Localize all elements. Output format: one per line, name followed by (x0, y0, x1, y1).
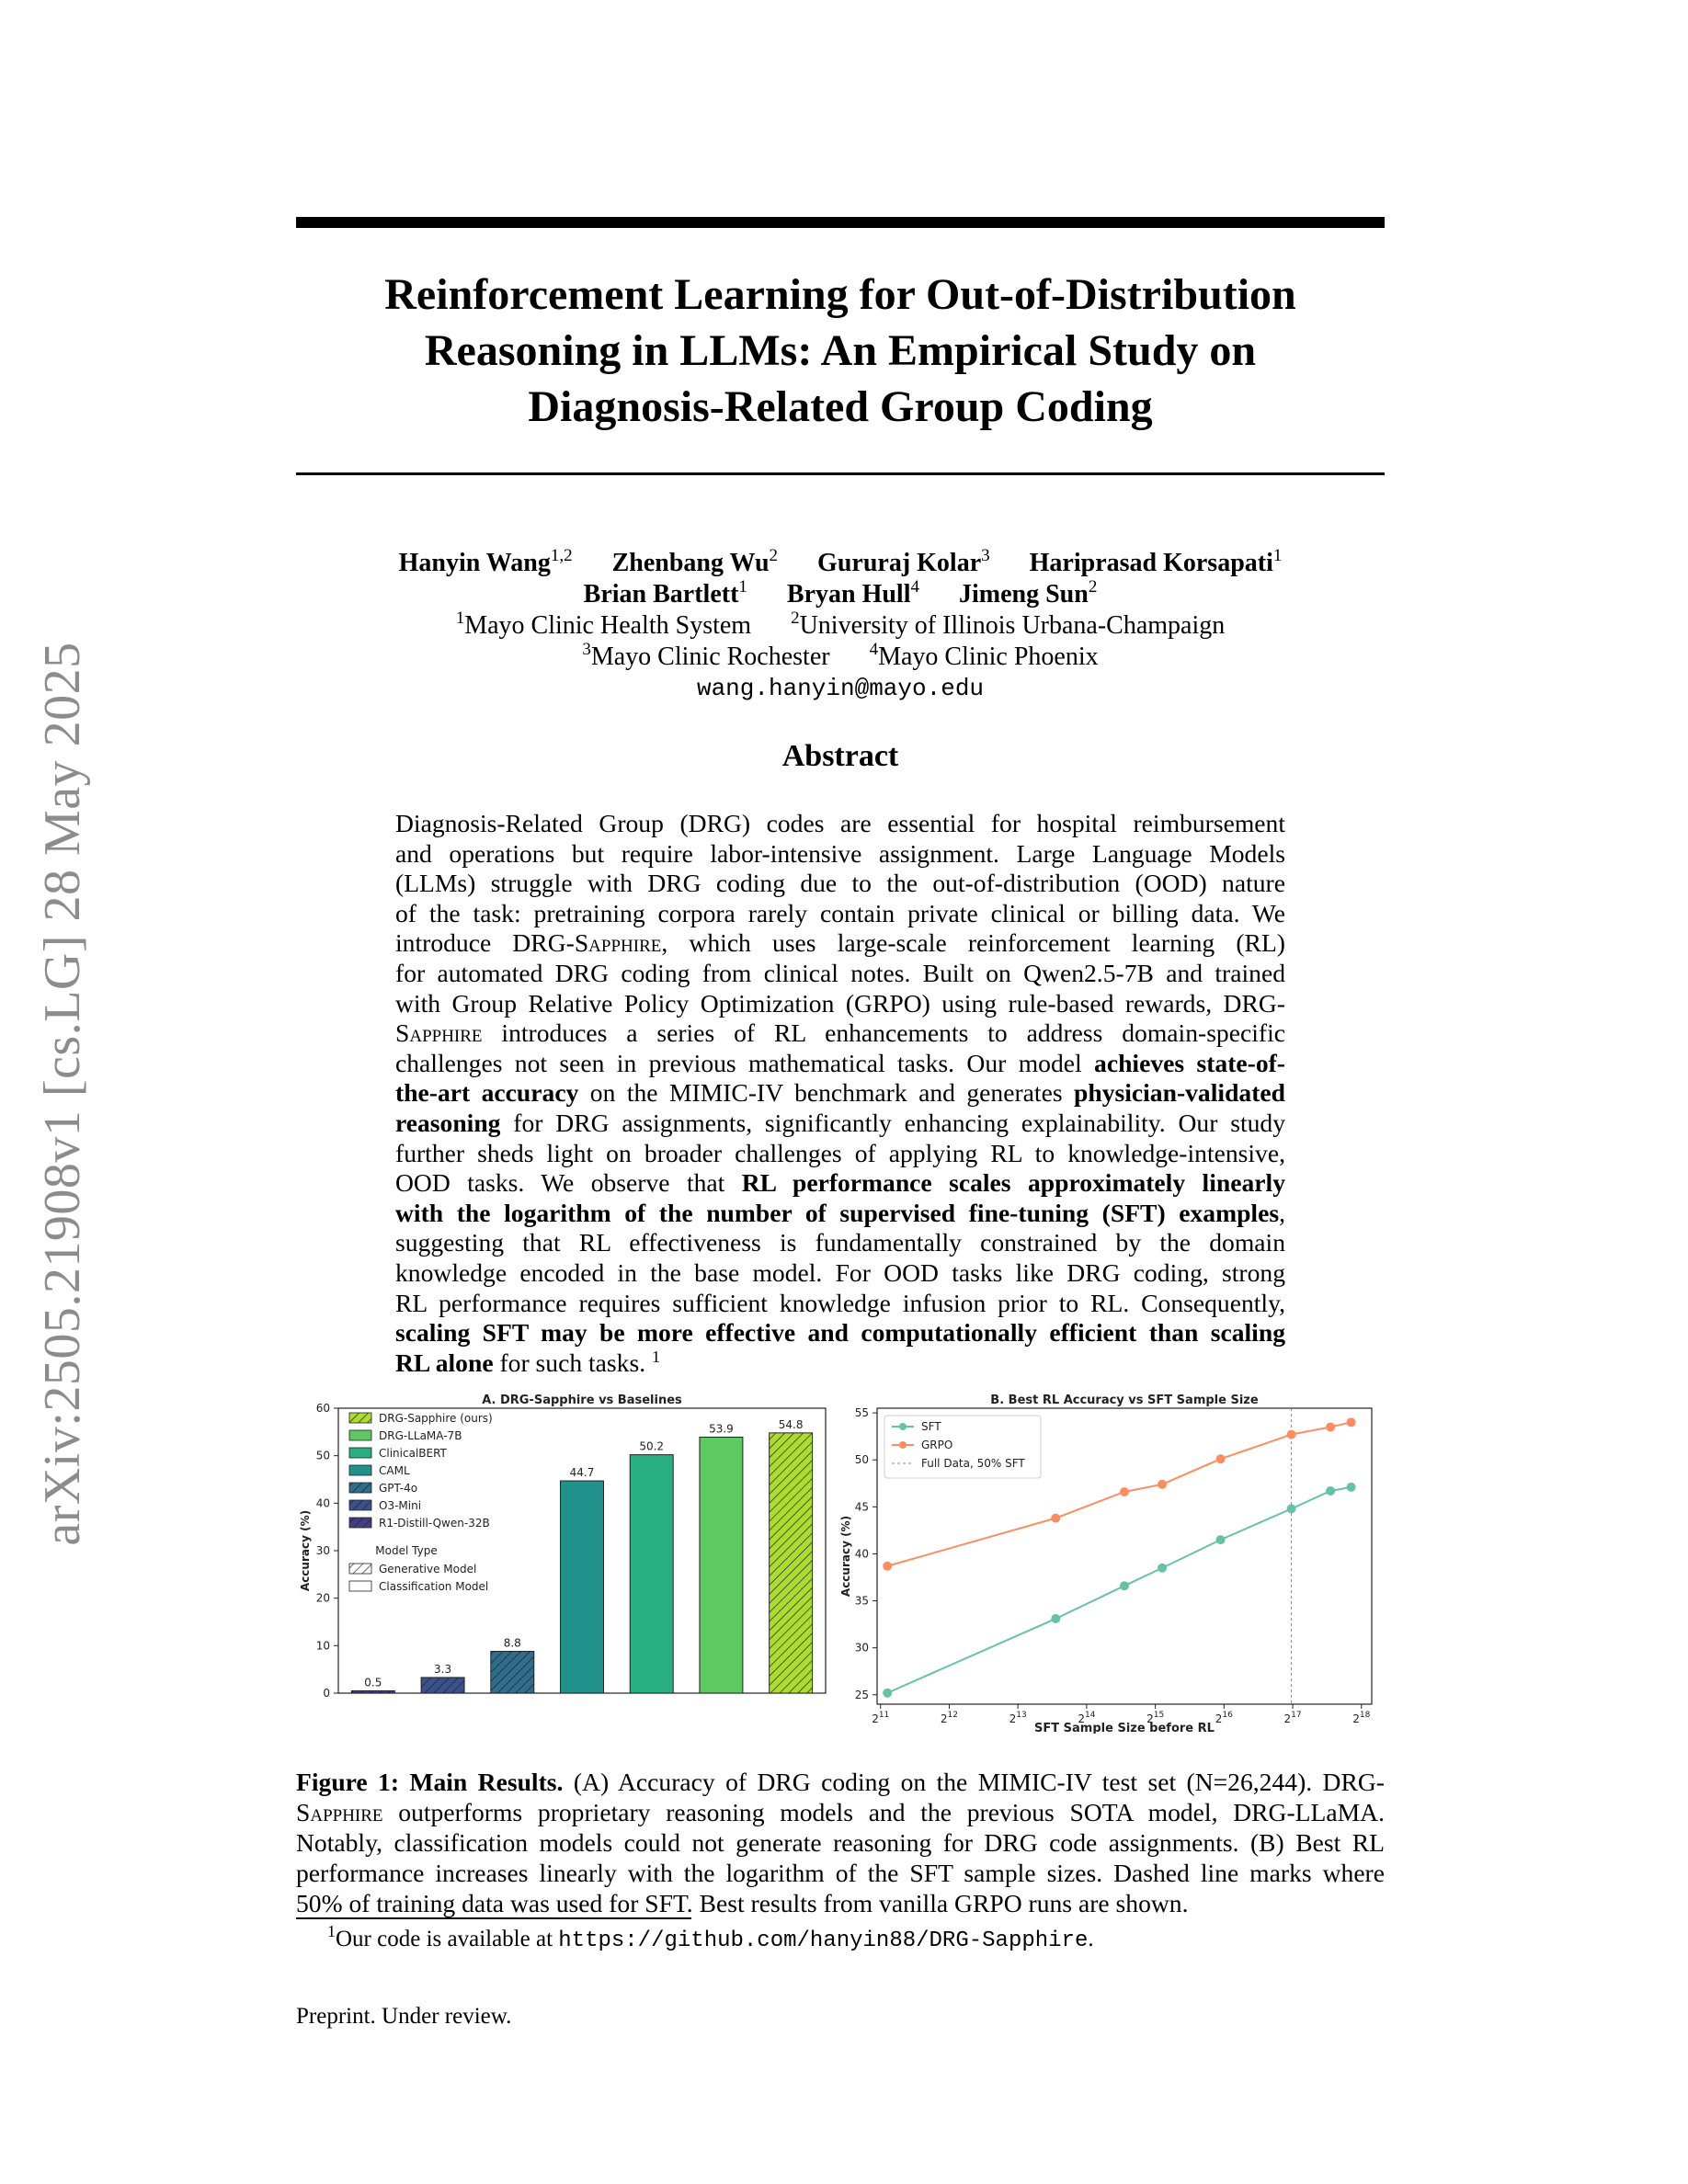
affiliation-number: 2 (791, 609, 800, 628)
author-block (296, 548, 1385, 704)
figure-caption (296, 1767, 1385, 1918)
author-affiliation-mark: 4 (910, 577, 919, 597)
legend-label: Generative Model (379, 1563, 477, 1575)
bar-hatch (770, 1433, 813, 1693)
author-affiliation-mark: 1,2 (550, 546, 573, 565)
legend-label: DRG-Sapphire (ours) (379, 1412, 493, 1425)
bar-value-label: 0.5 (364, 1676, 382, 1689)
title-line: Reasoning in LLMs: An Empirical Study on (424, 326, 1257, 375)
y-tick-label: 30 (315, 1544, 330, 1557)
x-axis-label: SFT Sample Size before RL (1034, 1722, 1215, 1734)
footnote-end: . (1088, 1927, 1094, 1951)
y-tick-label: 50 (315, 1449, 330, 1462)
series-point-grpo (1287, 1430, 1296, 1439)
author-name: Hanyin Wang (398, 549, 551, 577)
text-run: on the MIMIC-IV benchmark and generates (578, 1078, 1074, 1108)
footnote-marker: 1 (652, 1347, 660, 1366)
text-run: , (1279, 1198, 1285, 1227)
legend-title: Model Type (375, 1544, 438, 1557)
text-run: suggesting that RL effectiveness is fundamentally constrained by the domain (395, 1228, 1285, 1257)
series-point-sft (1216, 1535, 1226, 1544)
text-run: outperforms proprietary reasoning models and the previous SOTA model, DRG-LLaMA. (382, 1798, 1385, 1826)
text-run: Sapphire (395, 1018, 483, 1048)
author-name: Gururaj Kolar (817, 549, 982, 577)
legend-swatch (349, 1465, 371, 1475)
bar-value-label: 44.7 (569, 1466, 595, 1480)
text-line (395, 1109, 1285, 1139)
series-point-grpo (883, 1562, 892, 1571)
bar (700, 1438, 743, 1693)
x-tick-exponent: 15 (1153, 1711, 1165, 1720)
legend-label: O3-Mini (379, 1499, 422, 1512)
author-affiliation-mark: 2 (1088, 577, 1098, 597)
legend-label: Full Data, 50% SFT (921, 1457, 1025, 1470)
bar-chart-svg (296, 1393, 837, 1715)
text-line (395, 1289, 1285, 1319)
abstract-body (395, 809, 1285, 1378)
text-run: 50% of training data was used for SFT. Best results from vanilla GRPO runs are shown. (296, 1889, 1189, 1917)
series-point-grpo (1158, 1480, 1167, 1489)
legend-swatch (349, 1581, 371, 1591)
text-line (395, 839, 1285, 870)
bar-value-label: 8.8 (503, 1636, 521, 1650)
x-tick-exponent: 17 (1291, 1711, 1302, 1720)
x-tick-exponent: 16 (1222, 1711, 1233, 1720)
bar-value-label: 53.9 (709, 1422, 734, 1436)
y-tick-label: 40 (854, 1547, 869, 1561)
text-run: achieves state-of- (1094, 1048, 1285, 1077)
text-line (296, 1827, 1385, 1858)
arxiv-stamp (26, 597, 99, 1590)
text-run: RL performance requires sufficient knowledge infusion prior to RL. Consequently, (395, 1288, 1285, 1317)
series-line-sft (887, 1487, 1351, 1693)
text-line (296, 1888, 1385, 1918)
author-name: Jimeng Sun (959, 580, 1089, 609)
author-affiliation-mark: 1 (738, 577, 747, 597)
text-line (395, 1258, 1285, 1289)
code-repository-link[interactable]: https://github.com/hanyin88/DRG-Sapphire (558, 1928, 1089, 1953)
footnote-number: 1 (327, 1922, 336, 1940)
x-tick-exponent: 11 (878, 1711, 890, 1720)
text-run: with the logarithm of the number of supervised fine-tuning (SFT) examples (395, 1198, 1280, 1227)
text-run: for automated DRG coding from clinical notes. Built on Qwen2.5-7B and trained (395, 958, 1285, 987)
text-run: scaling SFT may be more effective and computationally efficient than scaling (395, 1318, 1285, 1348)
preprint-note: Preprint. Under review. (296, 2004, 512, 2029)
y-tick-label: 55 (854, 1406, 869, 1420)
text-line (296, 1767, 1385, 1797)
y-axis-label: Accuracy (%) (839, 1515, 852, 1598)
legend-swatch (349, 1448, 371, 1458)
text-line (395, 989, 1285, 1019)
series-point-sft (1347, 1483, 1356, 1492)
text-line (395, 1348, 1285, 1379)
text-run: introduce DRG- (395, 928, 575, 958)
y-tick-label: 45 (854, 1500, 869, 1514)
text-run: (A) Accuracy of DRG coding on the MIMIC-IV test set (N=26,244). DRG- (563, 1768, 1385, 1796)
affiliation-number: 3 (582, 640, 591, 659)
legend-label: GPT-4o (379, 1482, 418, 1495)
text-run: reasoning (395, 1108, 501, 1137)
author-row (296, 548, 1385, 579)
bar-value-label: 54.8 (778, 1417, 804, 1431)
x-tick-label: $2^{15}$ (1146, 1711, 1165, 1725)
legend-marker (899, 1441, 907, 1449)
y-tick-label: 30 (854, 1641, 869, 1655)
text-run: challenges not seen in previous mathematical tasks. Our model (395, 1048, 1095, 1077)
author-row (296, 579, 1385, 610)
chart-title: B. Best RL Accuracy vs SFT Sample Size (990, 1393, 1259, 1407)
series-point-grpo (1120, 1487, 1129, 1496)
legend-label: DRG-LLaMA-7B (379, 1429, 462, 1442)
legend-label: GRPO (921, 1439, 953, 1451)
author-name: Hariprasad Korsapati (1029, 549, 1273, 577)
affiliation-name: Mayo Clinic Phoenix (878, 643, 1099, 671)
footnote-text: Our code is available at (336, 1927, 559, 1951)
text-run: performance increases linearly with the logarithm of the SFT sample sizes. Dashed line marks where (296, 1859, 1385, 1887)
y-axis-label: Accuracy (%) (299, 1509, 312, 1592)
text-line (395, 809, 1285, 839)
text-run: OOD tasks. We observe that (395, 1168, 742, 1198)
y-tick-label: 10 (315, 1639, 330, 1653)
x-tick-exponent: 12 (947, 1711, 959, 1720)
y-tick-label: 25 (854, 1688, 869, 1701)
y-tick-label: 20 (315, 1591, 330, 1605)
affiliation-row (296, 610, 1385, 642)
text-run: RL alone (395, 1348, 494, 1377)
text-run: RL performance scales approximately linearly (741, 1168, 1285, 1198)
series-point-sft (1120, 1581, 1129, 1590)
text-line (395, 1228, 1285, 1258)
title-top-rule (296, 217, 1385, 228)
text-run: introduces a series of RL enhancements to address domain-specific (482, 1018, 1285, 1048)
series-point-sft (883, 1689, 892, 1698)
text-run: with Group Relative Policy Optimization (GRPO) using rule-based rewards, DRG- (395, 988, 1285, 1018)
text-run: for DRG assignments, significantly enhancing explainability. Our study (500, 1108, 1285, 1137)
x-tick-label: $2^{16}$ (1215, 1711, 1233, 1725)
x-tick-label: $2^{12}$ (940, 1711, 959, 1725)
legend-marker (899, 1423, 907, 1430)
bar (561, 1481, 604, 1693)
x-tick-label: $2^{14}$ (1078, 1711, 1096, 1725)
paper-title (296, 267, 1385, 435)
figure-panel-a (296, 1393, 837, 1715)
text-run: for such tasks. (493, 1348, 652, 1377)
y-tick-label: 0 (323, 1687, 330, 1700)
text-run: , which uses large-scale reinforcement learning (RL) (661, 928, 1285, 958)
text-run: physician-validated (1074, 1078, 1285, 1108)
text-line (395, 1049, 1285, 1079)
affiliation-number: 4 (869, 640, 879, 659)
footnote-rule (296, 1917, 691, 1919)
x-tick-exponent: 18 (1359, 1711, 1371, 1720)
x-tick-label: $2^{17}$ (1283, 1711, 1302, 1725)
series-point-sft (1326, 1486, 1335, 1496)
title-line: Diagnosis-Related Group Coding (528, 382, 1153, 431)
series-point-grpo (1347, 1417, 1356, 1427)
series-point-sft (1158, 1564, 1167, 1573)
affiliation-name: Mayo Clinic Rochester (590, 643, 830, 671)
y-tick-label: 35 (854, 1594, 869, 1608)
text-line (395, 1018, 1285, 1049)
title-bottom-rule (296, 472, 1385, 475)
title-line: Reinforcement Learning for Out-of-Distribution (384, 270, 1296, 319)
legend-label: SFT (921, 1420, 941, 1433)
abstract-heading: Abstract (781, 739, 899, 773)
figure-panel-b (837, 1393, 1385, 1734)
text-run: Diagnosis-Related Group (DRG) codes are essential for hospital reimbursement (395, 809, 1285, 837)
text-run: Sapphire (296, 1798, 383, 1826)
affiliation-row (296, 642, 1385, 673)
x-tick-label: $2^{11}$ (872, 1711, 890, 1725)
author-affiliation-mark: 2 (769, 546, 779, 565)
y-tick-label: 50 (854, 1453, 869, 1467)
legend-swatch-hatch (349, 1500, 371, 1510)
text-line (296, 1858, 1385, 1888)
author-name: Brian Bartlett (583, 580, 739, 609)
y-tick-label: 60 (315, 1402, 330, 1415)
bar-hatch (491, 1652, 534, 1693)
text-run: and operations but require labor-intensive assignment. Large Language Models (395, 838, 1285, 868)
text-line (395, 1139, 1285, 1169)
legend-swatch-hatch (349, 1564, 371, 1574)
text-line (395, 1318, 1285, 1348)
text-line (395, 869, 1285, 899)
legend-swatch-hatch (349, 1413, 371, 1423)
author-name: Bryan Hull (786, 580, 911, 609)
bar-hatch (421, 1678, 464, 1693)
bar (630, 1455, 673, 1693)
text-run: (LLMs) struggle with DRG coding due to the out-of-distribution (OOD) nature (395, 869, 1285, 898)
footnote (327, 1922, 1094, 1953)
arxiv-stamp-text: arXiv:2505.21908v1 [cs.LG] 28 May 2025 (34, 642, 91, 1546)
legend-swatch-hatch (349, 1483, 371, 1493)
x-tick-exponent: 13 (1016, 1711, 1027, 1720)
text-line (395, 928, 1285, 959)
x-tick-label: $2^{18}$ (1352, 1711, 1371, 1725)
legend-label: Classification Model (379, 1580, 489, 1593)
author-affiliation-mark: 1 (1272, 546, 1283, 565)
legend-swatch (349, 1430, 371, 1440)
chart-title: A. DRG-Sapphire vs Baselines (482, 1393, 682, 1407)
text-line (395, 1168, 1285, 1199)
text-run: Notably, classification models could not generate reasoning for DRG code assignments. (B) Best RL (296, 1828, 1385, 1857)
legend-swatch-hatch (349, 1518, 371, 1528)
text-line (296, 1797, 1385, 1827)
line-chart-svg (837, 1393, 1385, 1734)
series-point-grpo (1326, 1422, 1335, 1431)
series-point-sft (1287, 1504, 1296, 1513)
text-run: of the task: pretraining corpora rarely contain private clinical or billing data. We (395, 898, 1285, 927)
x-tick-exponent: 14 (1084, 1711, 1096, 1720)
affiliation-name: Mayo Clinic Health System (464, 611, 752, 640)
affiliation-name: University of Illinois Urbana-Champaign (799, 611, 1226, 640)
bar-hatch (351, 1690, 394, 1693)
bar-value-label: 50.2 (639, 1439, 665, 1453)
legend-label: R1-Distill-Qwen-32B (379, 1517, 490, 1530)
y-tick-label: 40 (315, 1496, 330, 1510)
legend-label: ClinicalBERT (379, 1447, 447, 1460)
text-line (395, 959, 1285, 989)
author-affiliation-mark: 3 (981, 546, 990, 565)
text-run: Sapphire (574, 928, 662, 958)
series-point-sft (1051, 1614, 1060, 1623)
text-run: Figure 1: Main Results. (296, 1768, 564, 1796)
text-line (395, 899, 1285, 929)
bar-value-label: 3.3 (434, 1662, 452, 1676)
text-run: knowledge encoded in the base model. For OOD tasks like DRG coding, strong (395, 1257, 1285, 1287)
affiliation-number: 1 (455, 609, 465, 628)
author-name: Zhenbang Wu (611, 549, 770, 577)
text-run: further sheds light on broader challenges of applying RL to knowledge-intensive, (395, 1138, 1285, 1167)
text-line (395, 1078, 1285, 1109)
text-line (395, 1199, 1285, 1229)
legend-label: CAML (379, 1464, 410, 1477)
x-tick-label: $2^{13}$ (1009, 1711, 1027, 1725)
series-point-grpo (1051, 1514, 1060, 1523)
contact-email: wang.hanyin@mayo.edu (696, 675, 985, 702)
text-run: the-art accuracy (395, 1078, 579, 1108)
series-point-grpo (1216, 1454, 1226, 1463)
